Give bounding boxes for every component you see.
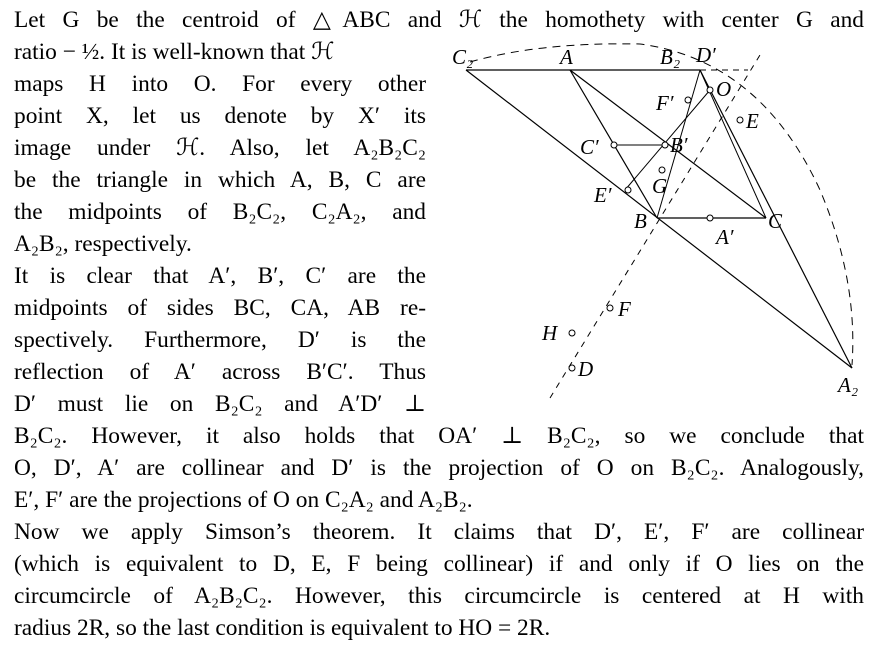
label-Aprime: A′ — [716, 225, 734, 249]
text-line-11: spectively. Furthermore, D′ is the — [14, 327, 426, 353]
point-E — [737, 117, 743, 123]
point-Eprime — [625, 187, 631, 193]
text-line-16: E′, F′ are the projections of O on C₂A₂ and A₂B₂. — [14, 487, 473, 513]
label-E: E — [746, 109, 759, 133]
text-line-15: O, D′, A′ are collinear and D′ is the projection of O on B₂C₂. Analogously, — [14, 455, 864, 481]
text-line-12: reflection of A′ across B′C′. Thus — [14, 359, 426, 385]
text-line-8: A₂B₂, respectively. — [14, 231, 192, 257]
text-line-1: Let G be the centroid of △ABC and ℋ the homothety with center G and — [14, 7, 864, 33]
point-D — [569, 365, 575, 371]
text-line-2: ratio − ½. It is well-known that ℋ — [14, 39, 335, 65]
text-line-14: B₂C₂. However, it also holds that OA′ ⊥ B₂C₂, so we conclude that — [14, 423, 864, 449]
point-O — [707, 87, 713, 93]
point-G — [659, 167, 665, 173]
label-B2: B₂ — [660, 45, 681, 69]
label-A: A — [560, 45, 573, 69]
label-F: F — [618, 297, 631, 321]
label-A2: A₂ — [838, 373, 859, 397]
point-F — [607, 305, 613, 311]
text-line-13: D′ must lie on B₂C₂ and A′D′ ⊥ — [14, 391, 426, 417]
geometry-figure — [440, 34, 880, 404]
label-O: O — [716, 77, 732, 101]
text-line-4: point X, let us denote by X′ its — [14, 103, 426, 129]
label-Dprime: D′ — [696, 43, 716, 67]
text-line-20: radius 2R, so the last condition is equivalent to HO = 2R. — [14, 615, 551, 641]
text-line-17: Now we apply Simson’s theorem. It claims that D′, E′, F′ are collinear — [14, 519, 864, 545]
label-Cprime: C′ — [580, 135, 599, 159]
label-G: G — [652, 174, 668, 198]
point-Cprime — [611, 142, 617, 148]
label-C2: C₂ — [452, 45, 474, 69]
label-Fprime: F′ — [656, 91, 674, 115]
text-line-19: circumcircle of A₂B₂C₂. However, this circumcircle is centered at H with — [14, 583, 864, 609]
label-C: C — [768, 209, 783, 233]
label-D: D — [578, 357, 594, 381]
text-line-10: midpoints of sides BC, CA, AB re- — [14, 295, 426, 321]
label-H: H — [542, 321, 558, 345]
text-line-6: be the triangle in which A, B, C are — [14, 167, 426, 193]
point-Bprime — [662, 142, 668, 148]
text-line-3: maps H into O. For every other — [14, 71, 426, 97]
point-Fprime — [685, 97, 691, 103]
label-Bprime: B′ — [670, 133, 688, 157]
label-Eprime: E′ — [594, 183, 612, 207]
text-line-18: (which is equivalent to D, E, F being collinear) if and only if O lies on the — [14, 551, 864, 577]
point-Aprime — [707, 215, 713, 221]
text-line-9: It is clear that A′, B′, C′ are the — [14, 263, 426, 289]
point-H — [569, 330, 575, 336]
label-B: B — [634, 209, 647, 233]
text-line-7: the midpoints of B₂C₂, C₂A₂, and — [14, 199, 426, 225]
text-line-5: image under ℋ. Also, let A₂B₂C₂ — [14, 135, 426, 161]
